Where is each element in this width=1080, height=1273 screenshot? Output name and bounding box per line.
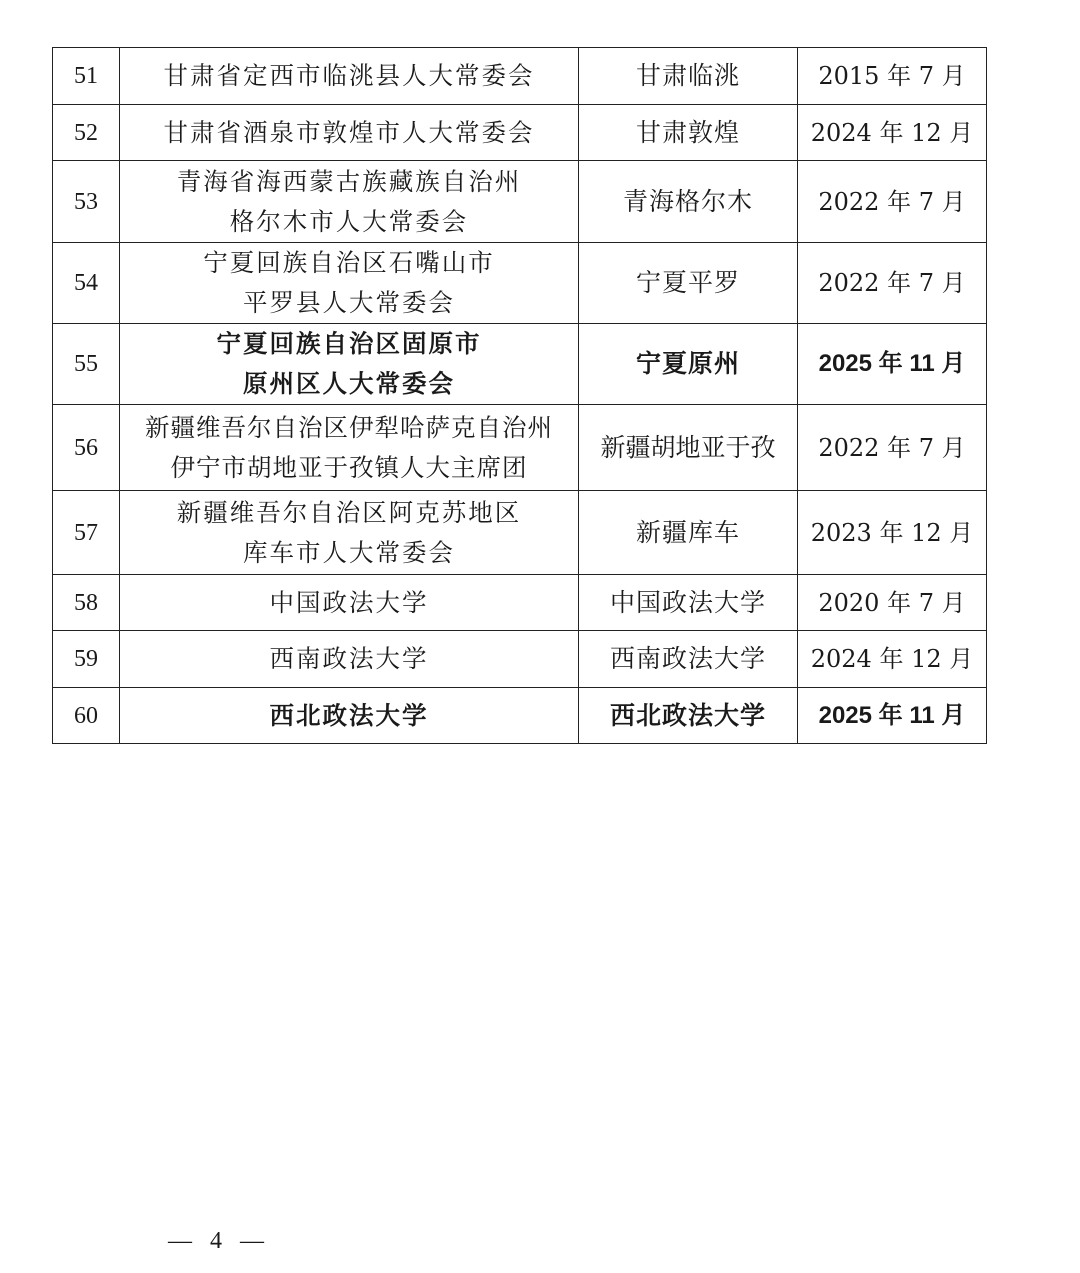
unit-name-line: 中国政法大学 (269, 587, 429, 617)
contact-point-name: 甘肃敦煌 (579, 105, 798, 161)
established-date: 2022 年 7 月 (798, 243, 987, 324)
unit-name (120, 688, 579, 744)
row-number: 54 (53, 243, 120, 324)
table-row (53, 105, 987, 161)
contact-point-name: 西南政法大学 (579, 631, 798, 688)
established-date: 2022 年 7 月 (798, 161, 987, 243)
established-date: 2022 年 7 月 (798, 405, 987, 491)
unit-name (120, 105, 579, 161)
unit-name (120, 631, 579, 688)
established-date: 2025 年 11 月 (798, 324, 987, 405)
table-row (53, 631, 987, 688)
row-number: 57 (53, 491, 120, 575)
table-row (53, 161, 987, 243)
contact-point-name: 西北政法大学 (579, 688, 798, 744)
unit-name (120, 575, 579, 631)
table-row (53, 491, 987, 575)
table-row (53, 405, 987, 491)
established-date: 2023 年 12 月 (798, 491, 987, 575)
row-number: 59 (53, 631, 120, 688)
contact-point-name: 宁夏平罗 (579, 243, 798, 324)
unit-name-line: 原州区人大常委会 (243, 369, 455, 398)
row-number: 51 (53, 48, 120, 105)
contact-point-name: 中国政法大学 (579, 575, 798, 631)
unit-name-line: 新疆维吾尔自治区伊犁哈萨克自治州 (145, 412, 553, 442)
contact-point-name: 青海格尔木 (579, 161, 798, 243)
row-number: 56 (53, 405, 120, 491)
unit-name-line: 西北政法大学 (269, 700, 429, 730)
unit-name (120, 243, 579, 324)
table-row (53, 324, 987, 405)
row-number: 55 (53, 324, 120, 405)
contact-point-name: 甘肃临洮 (579, 48, 798, 105)
contact-point-name: 宁夏原州 (579, 324, 798, 405)
established-date: 2015 年 7 月 (798, 48, 987, 105)
unit-name-line: 格尔木市人大常委会 (229, 206, 469, 236)
unit-name-line: 库车市人大常委会 (243, 537, 455, 567)
unit-name-line: 青海省海西蒙古族藏族自治州 (176, 166, 522, 196)
established-date: 2024 年 12 月 (798, 631, 987, 688)
unit-name-line: 西南政法大学 (269, 644, 429, 673)
table-row (53, 575, 987, 631)
established-date: 2025 年 11 月 (798, 688, 987, 744)
unit-name-line: 宁夏回族自治区石嘴山市 (203, 248, 495, 277)
unit-name (120, 48, 579, 105)
table-row (53, 243, 987, 324)
contact-point-name: 新疆胡地亚于孜 (579, 405, 798, 491)
unit-name-line: 平罗县人大常委会 (243, 288, 455, 317)
unit-name-line: 甘肃省酒泉市敦煌市人大常委会 (163, 117, 535, 147)
page-number: — 4 — (168, 1228, 270, 1254)
unit-name (120, 491, 579, 575)
row-number: 53 (53, 161, 120, 243)
unit-name-line: 宁夏回族自治区固原市 (216, 329, 482, 358)
unit-name (120, 324, 579, 405)
table-row (53, 48, 987, 105)
established-date: 2024 年 12 月 (798, 105, 987, 161)
unit-name-line: 新疆维吾尔自治区阿克苏地区 (176, 497, 522, 527)
unit-name (120, 161, 579, 243)
contact-points-table (52, 47, 987, 744)
table-body (53, 48, 987, 744)
established-date: 2020 年 7 月 (798, 575, 987, 631)
row-number: 58 (53, 575, 120, 631)
row-number: 60 (53, 688, 120, 744)
row-number: 52 (53, 105, 120, 161)
contact-point-name: 新疆库车 (579, 491, 798, 575)
table-row (53, 688, 987, 744)
unit-name-line: 甘肃省定西市临洮县人大常委会 (163, 61, 535, 90)
unit-name-line: 伊宁市胡地亚于孜镇人大主席团 (170, 452, 528, 482)
unit-name (120, 405, 579, 491)
